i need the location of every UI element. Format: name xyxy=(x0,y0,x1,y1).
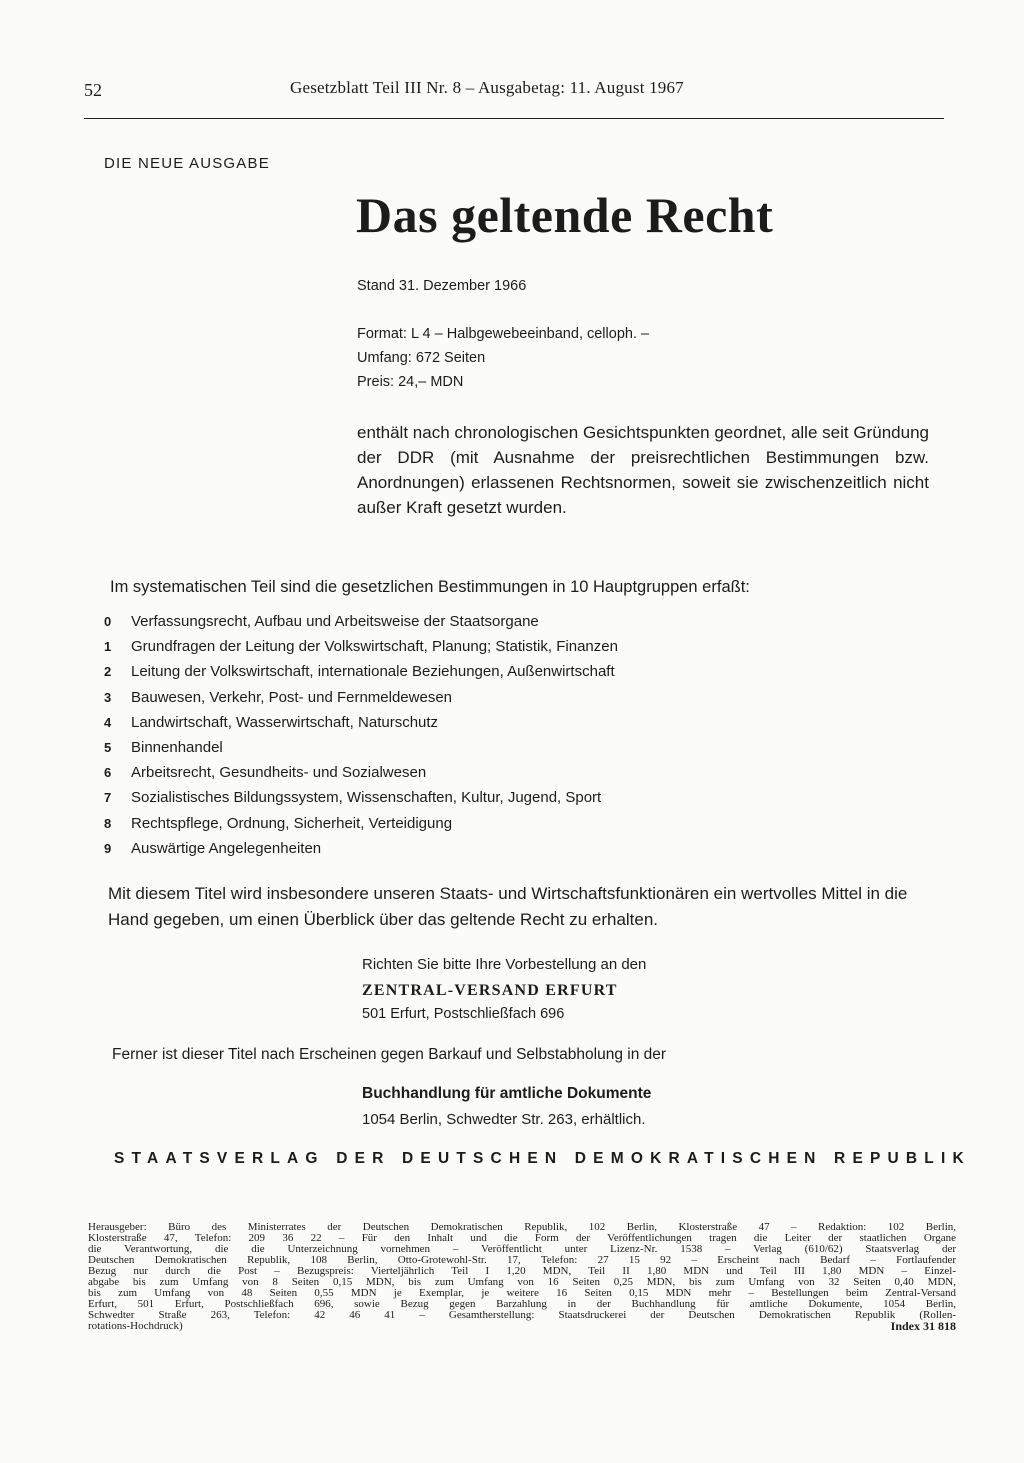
group-number: 6 xyxy=(104,765,112,781)
imprint-line: rotations-Hochdruck) xyxy=(88,1320,183,1332)
imprint-line: bis zum Umfang von 48 Seiten 0,55 MDN je Exemplar, je weitere 16 Seiten 0,15 MDN mehr – Bestellungen beim Zentral-Versand xyxy=(88,1288,956,1299)
list-item xyxy=(104,613,618,638)
gazette-header-title: Gesetzblatt Teil III Nr. 8 – Ausgabetag: 11. August 1967 xyxy=(290,78,684,97)
page-number: 52 xyxy=(84,80,102,100)
group-text: Auswärtige Angelegenheiten xyxy=(131,839,322,857)
order-recipient-name: ZENTRAL-VERSAND ERFURT xyxy=(362,982,618,999)
list-item xyxy=(104,689,618,714)
kicker-label: DIE NEUE AUSGABE xyxy=(104,155,270,172)
group-text: Arbeitsrecht, Gesundheits- und Sozialwesen xyxy=(131,764,427,782)
list-item xyxy=(104,714,618,739)
header-rule xyxy=(84,118,944,119)
group-text: Bauwesen, Verkehr, Post- und Fernmeldewesen xyxy=(131,688,453,706)
stand-date: Stand 31. Dezember 1966 xyxy=(357,278,527,294)
groups-intro: Im systematischen Teil sind die gesetzlichen Bestimmungen in 10 Hauptgruppen erfaßt: xyxy=(110,578,750,596)
bookshop-address: 1054 Berlin, Schwedter Str. 263, erhältlich. xyxy=(362,1111,646,1128)
preis-line: Preis: 24,– MDN xyxy=(357,374,464,390)
imprint-line: Herausgeber: Büro des Ministerrates der Deutschen Demokratischen Republik, 102 Berlin, Klosterstraße 47 – Redaktion: 102 Berlin, xyxy=(88,1222,956,1233)
group-number: 4 xyxy=(104,714,112,730)
group-number: 1 xyxy=(104,639,112,655)
list-item xyxy=(104,638,618,663)
imprint-line: Schwedter Straße 263, Telefon: 42 46 41 – Gesamtherstellung: Staatsdruckerei der Deutschen Demokratischen Republik (Rollen- xyxy=(88,1310,956,1321)
list-item xyxy=(104,764,618,789)
list-item xyxy=(104,739,618,764)
advert-title: Das geltende Recht xyxy=(356,187,774,243)
imprint-line: Bezug nur durch die Post – Bezugspreis: Vierteljährlich Teil I 1,20 MDN, Teil II 1,80 MDN und Teil III 1,80 MDN – Einzel- xyxy=(88,1266,956,1277)
group-text: Sozialistisches Bildungssystem, Wissenschaften, Kultur, Jugend, Sport xyxy=(131,789,602,807)
group-text: Verfassungsrecht, Aufbau und Arbeitsweise der Staatsorgane xyxy=(131,613,539,630)
group-number: 2 xyxy=(104,664,112,680)
group-text: Rechtspflege, Ordnung, Sicherheit, Verteidigung xyxy=(131,814,453,832)
group-number: 7 xyxy=(104,790,112,806)
imprint-last-row xyxy=(88,1321,956,1332)
group-text: Grundfragen der Leitung der Volkswirtschaft, Planung; Statistik, Finanzen xyxy=(131,638,618,656)
imprint-block xyxy=(88,1222,956,1332)
umfang-line: Umfang: 672 Seiten xyxy=(357,350,486,366)
group-text: Leitung der Volkswirtschaft, internationale Beziehungen, Außenwirtschaft xyxy=(131,663,615,681)
group-text: Landwirtschaft, Wasserwirtschaft, Naturschutz xyxy=(131,713,439,731)
publisher-line: STAATSVERLAG DER DEUTSCHEN DEMOKRATISCHEN REPUBLIK xyxy=(114,1150,971,1167)
imprint-line: die Verantwortung, die die Unterzeichnung vornehmen – Veröffentlicht unter Lizenz-Nr. 1538 – Verlag (610/62) Staatsverlag der xyxy=(88,1244,956,1255)
main-groups-list xyxy=(104,613,618,865)
format-line: Format: L 4 – Halbgewebeeinband, celloph. – xyxy=(357,326,650,342)
group-text: Binnenhandel xyxy=(131,738,223,756)
imprint-line: Deutschen Demokratischen Republik, 108 Berlin, Otto-Grotewohl-Str. 17, Telefon: 27 15 92 – Erscheint nach Bedarf – Fortlaufender xyxy=(88,1255,956,1266)
imprint-line: Erfurt, 501 Erfurt, Postschließfach 696, sowie Bezug gegen Barzahlung in der Buchhandlung für amtliche Dokumente, 1054 Berlin, xyxy=(88,1299,956,1310)
imprint-line: abgabe bis zum Umfang von 8 Seiten 0,15 MDN, bis zum Umfang von 16 Seiten 0,25 MDN, bis zum Umfang von 32 Seiten 0,40 MDN, xyxy=(88,1277,956,1288)
list-item xyxy=(104,789,618,814)
list-item xyxy=(104,840,618,865)
order-address: 501 Erfurt, Postschließfach 696 xyxy=(362,1006,565,1022)
description-paragraph: enthält nach chronologischen Gesichtspunkten geordnet, alle seit Gründung der DDR (mit Ausnahme der preisrechtlichen Bestimmungen bzw. Anordnungen) erlassenen Rechtsnormen, soweit sie zwischenzeitlich nicht außer Kraft gesetzt wurden. xyxy=(357,423,929,517)
index-number: Index 31 818 xyxy=(890,1319,956,1333)
bookshop-name: Buchhandlung für amtliche Dokumente xyxy=(362,1085,652,1102)
order-intro: Richten Sie bitte Ihre Vorbestellung an den xyxy=(362,956,647,973)
closing-paragraph: Mit diesem Titel wird insbesondere unseren Staats- und Wirtschaftsfunktionären ein wertvolles Mittel in die Hand gegeben, um einen Überblick über das geltende Recht zu erhalten. xyxy=(108,884,908,929)
group-number: 8 xyxy=(104,815,112,831)
imprint-line: Klosterstraße 47, Telefon: 209 36 22 – Für den Inhalt und die Form der Veröffentlichungen tragen die Leiter der staatlichen Organe xyxy=(88,1233,956,1244)
group-number: 9 xyxy=(104,840,112,856)
group-number: 3 xyxy=(104,689,112,705)
page-header xyxy=(84,78,944,104)
group-number: 5 xyxy=(104,739,112,755)
list-item xyxy=(104,663,618,688)
list-item xyxy=(104,815,618,840)
group-number: 0 xyxy=(104,614,112,629)
alternative-intro: Ferner ist dieser Titel nach Erscheinen gegen Barkauf und Selbstabholung in der xyxy=(112,1046,667,1063)
